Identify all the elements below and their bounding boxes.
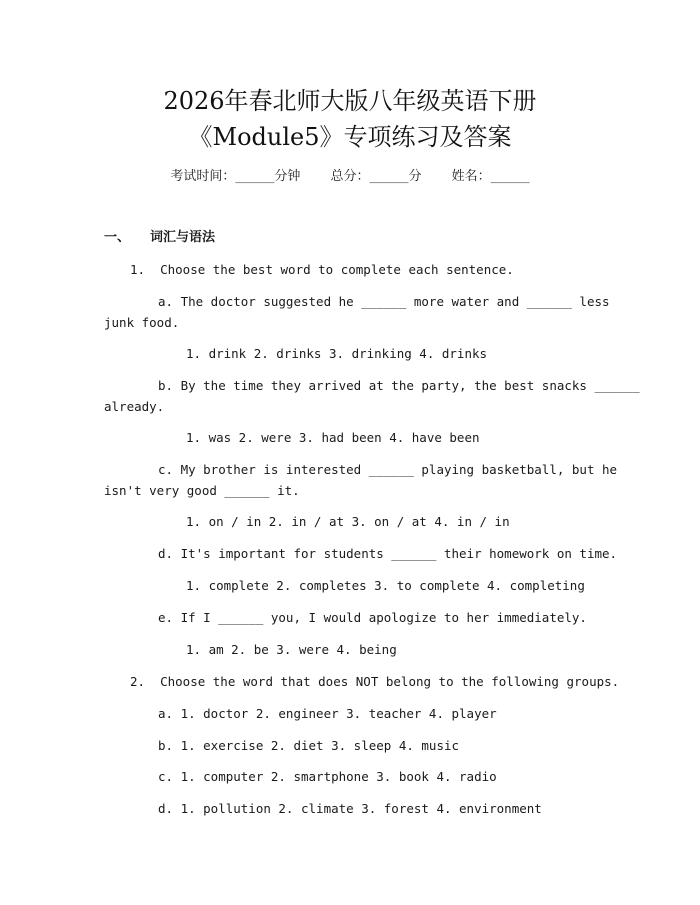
question-1c-stem: c. My brother is interested ______ playing basketball, but he [158, 462, 618, 477]
exam-time: 考试时间：______分钟 [170, 169, 301, 184]
question-1c-stem-continued: isn't very good ______ it. [104, 483, 300, 498]
question-1e-options: 1. am 2. be 3. were 4. being [186, 642, 397, 657]
question-1d-stem: d. It's important for students ______ their homework on time. [158, 546, 618, 561]
question-2c: c. 1. computer 2. smartphone 3. book 4. radio [158, 769, 497, 784]
question-1e-stem: e. If I ______ you, I would apologize to her immediately. [158, 610, 587, 625]
exam-total-score: 总分：______分 [330, 169, 422, 184]
document-title: 2026年春北师大版八年级英语下册 [163, 87, 537, 115]
question-2-prompt: 2. Choose the word that does NOT belong to the following groups. [130, 674, 620, 689]
section-number: 一、 [104, 230, 131, 245]
question-1a-options: 1. drink 2. drinks 3. drinking 4. drinks [186, 346, 488, 361]
question-1a-stem-continued: junk food. [104, 315, 180, 330]
question-1c-options: 1. on / in 2. in / at 3. on / at 4. in / in [186, 514, 510, 529]
question-1b-stem-continued: already. [104, 399, 165, 414]
exam-info [0, 168, 700, 186]
document-subtitle: 《Module5》专项练习及答案 [188, 123, 512, 151]
question-2a: a. 1. doctor 2. engineer 3. teacher 4. player [158, 706, 497, 721]
question-1d-options: 1. complete 2. completes 3. to complete 4. completing [186, 578, 585, 593]
question-1a-stem: a. The doctor suggested he ______ more water and ______ less [158, 294, 610, 309]
question-1b-stem: b. By the time they arrived at the party, the best snacks ______ [158, 378, 640, 393]
question-2b: b. 1. exercise 2. diet 3. sleep 4. music [158, 738, 460, 753]
exam-name-field: 姓名：______ [451, 169, 530, 184]
question-1b-options: 1. was 2. were 3. had been 4. have been [186, 430, 480, 445]
section-title: 词汇与语法 [150, 230, 216, 245]
section-heading [104, 229, 215, 247]
question-2d: d. 1. pollution 2. climate 3. forest 4. environment [158, 801, 542, 816]
question-1-prompt: 1. Choose the best word to complete each sentence. [130, 262, 514, 277]
